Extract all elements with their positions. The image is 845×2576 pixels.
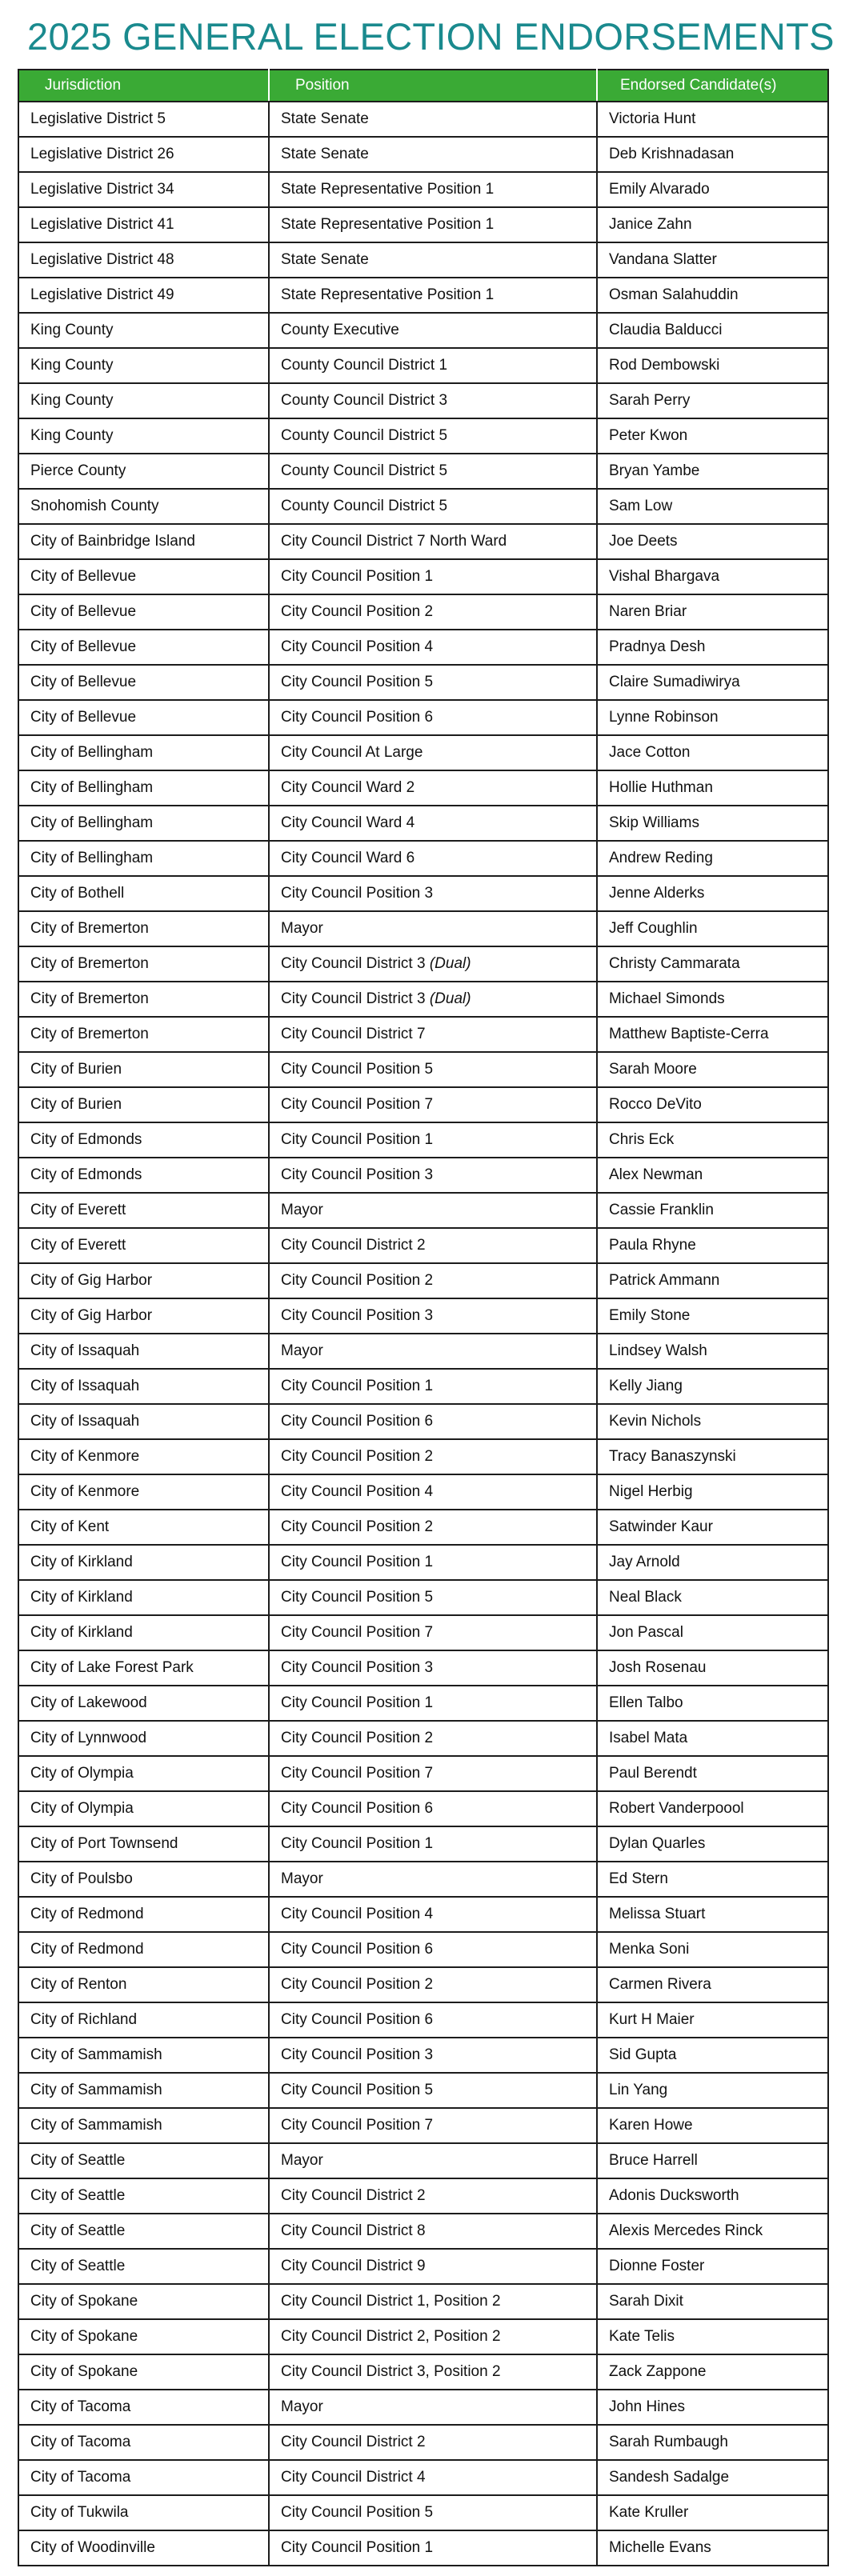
candidate-cell: Joe Deets bbox=[597, 524, 828, 559]
position-cell: City Council District 2, Position 2 bbox=[269, 2319, 597, 2354]
position-cell: County Executive bbox=[269, 313, 597, 348]
position-cell: City Council Position 2 bbox=[269, 1510, 597, 1545]
candidate-cell: Rod Dembowski bbox=[597, 348, 828, 383]
candidate-cell: Pradnya Desh bbox=[597, 630, 828, 665]
candidate-cell: Andrew Reding bbox=[597, 841, 828, 876]
candidate-cell: Jay Arnold bbox=[597, 1545, 828, 1580]
jurisdiction-cell: City of Bellingham bbox=[18, 841, 269, 876]
position-cell: City Council Position 7 bbox=[269, 1087, 597, 1122]
position-cell: City Council Position 2 bbox=[269, 1263, 597, 1298]
jurisdiction-cell: City of Seattle bbox=[18, 2249, 269, 2284]
jurisdiction-cell: City of Gig Harbor bbox=[18, 1298, 269, 1334]
position-cell: City Council District 7 North Ward bbox=[269, 524, 597, 559]
candidate-cell: Dylan Quarles bbox=[597, 1826, 828, 1862]
table-row bbox=[18, 1298, 828, 1334]
jurisdiction-cell: City of Bremerton bbox=[18, 1017, 269, 1052]
header-position: Position bbox=[269, 70, 597, 102]
position-cell: State Representative Position 1 bbox=[269, 172, 597, 207]
position-cell: City Council Position 1 bbox=[269, 1122, 597, 1158]
table-header-row bbox=[18, 70, 828, 102]
position-cell: City Council Position 6 bbox=[269, 700, 597, 735]
jurisdiction-cell: City of Edmonds bbox=[18, 1158, 269, 1193]
table-row bbox=[18, 700, 828, 735]
table-row bbox=[18, 2002, 828, 2038]
jurisdiction-cell: City of Burien bbox=[18, 1087, 269, 1122]
table-row bbox=[18, 876, 828, 911]
position-cell: City Council Position 2 bbox=[269, 594, 597, 630]
table-row bbox=[18, 665, 828, 700]
position-cell: Mayor bbox=[269, 911, 597, 946]
jurisdiction-cell: City of Tukwila bbox=[18, 2495, 269, 2530]
candidate-cell: Peter Kwon bbox=[597, 418, 828, 454]
table-row bbox=[18, 2143, 828, 2178]
position-cell: City Council District 3, Position 2 bbox=[269, 2354, 597, 2390]
position-cell: City Council Position 6 bbox=[269, 1791, 597, 1826]
jurisdiction-cell: City of Bellevue bbox=[18, 559, 269, 594]
position-cell: City Council Position 6 bbox=[269, 2002, 597, 2038]
jurisdiction-cell: City of Kent bbox=[18, 1510, 269, 1545]
jurisdiction-cell: City of Olympia bbox=[18, 1791, 269, 1826]
position-cell: Mayor bbox=[269, 1334, 597, 1369]
candidate-cell: Jon Pascal bbox=[597, 1615, 828, 1650]
table-row bbox=[18, 2495, 828, 2530]
position-cell: City Council Position 5 bbox=[269, 2495, 597, 2530]
position-cell: Mayor bbox=[269, 1193, 597, 1228]
position-cell: City Council Position 3 bbox=[269, 1158, 597, 1193]
jurisdiction-cell: City of Lynnwood bbox=[18, 1721, 269, 1756]
candidate-cell: Melissa Stuart bbox=[597, 1897, 828, 1932]
position-cell: City Council Position 1 bbox=[269, 1545, 597, 1580]
candidate-cell: Bryan Yambe bbox=[597, 454, 828, 489]
jurisdiction-cell: City of Poulsbo bbox=[18, 1862, 269, 1897]
candidate-cell: Hollie Huthman bbox=[597, 770, 828, 806]
jurisdiction-cell: City of Tacoma bbox=[18, 2425, 269, 2460]
jurisdiction-cell: Legislative District 5 bbox=[18, 102, 269, 137]
jurisdiction-cell: Legislative District 34 bbox=[18, 172, 269, 207]
candidate-cell: Janice Zahn bbox=[597, 207, 828, 242]
position-cell: City Council District 9 bbox=[269, 2249, 597, 2284]
jurisdiction-cell: City of Richland bbox=[18, 2002, 269, 2038]
candidate-cell: Neal Black bbox=[597, 1580, 828, 1615]
candidate-cell: Claudia Balducci bbox=[597, 313, 828, 348]
table-row bbox=[18, 383, 828, 418]
table-row bbox=[18, 2284, 828, 2319]
table-row bbox=[18, 1897, 828, 1932]
candidate-cell: Ellen Talbo bbox=[597, 1686, 828, 1721]
table-body bbox=[18, 102, 828, 2566]
table-row bbox=[18, 1756, 828, 1791]
jurisdiction-cell: City of Issaquah bbox=[18, 1334, 269, 1369]
jurisdiction-cell: City of Seattle bbox=[18, 2143, 269, 2178]
jurisdiction-cell: City of Bremerton bbox=[18, 911, 269, 946]
candidate-cell: Vishal Bhargava bbox=[597, 559, 828, 594]
table-row bbox=[18, 489, 828, 524]
table-row bbox=[18, 2214, 828, 2249]
table-row bbox=[18, 1510, 828, 1545]
candidate-cell: Lin Yang bbox=[597, 2073, 828, 2108]
table-row bbox=[18, 559, 828, 594]
table-row bbox=[18, 2530, 828, 2566]
candidate-cell: Alexis Mercedes Rinck bbox=[597, 2214, 828, 2249]
candidate-cell: Matthew Baptiste-Cerra bbox=[597, 1017, 828, 1052]
position-cell: City Council Ward 2 bbox=[269, 770, 597, 806]
candidate-cell: Chris Eck bbox=[597, 1122, 828, 1158]
jurisdiction-cell: City of Spokane bbox=[18, 2284, 269, 2319]
candidate-cell: Lindsey Walsh bbox=[597, 1334, 828, 1369]
position-cell: City Council Position 1 bbox=[269, 559, 597, 594]
candidate-cell: Robert Vanderpoool bbox=[597, 1791, 828, 1826]
candidate-cell: Menka Soni bbox=[597, 1932, 828, 1967]
table-row bbox=[18, 1158, 828, 1193]
jurisdiction-cell: Legislative District 48 bbox=[18, 242, 269, 278]
position-cell: City Council Position 3 bbox=[269, 876, 597, 911]
candidate-cell: Karen Howe bbox=[597, 2108, 828, 2143]
candidate-cell: Michelle Evans bbox=[597, 2530, 828, 2566]
table-row bbox=[18, 1052, 828, 1087]
position-cell: City Council Position 6 bbox=[269, 1404, 597, 1439]
table-row bbox=[18, 806, 828, 841]
position-cell bbox=[269, 982, 597, 1017]
table-row bbox=[18, 1404, 828, 1439]
page-title: 2025 GENERAL ELECTION ENDORSEMENTS bbox=[27, 15, 835, 58]
table-row bbox=[18, 348, 828, 383]
jurisdiction-cell: City of Kenmore bbox=[18, 1474, 269, 1510]
position-cell: City Council Position 7 bbox=[269, 2108, 597, 2143]
jurisdiction-cell: City of Bremerton bbox=[18, 946, 269, 982]
jurisdiction-cell: King County bbox=[18, 348, 269, 383]
header-endorsed-candidates: Endorsed Candidate(s) bbox=[597, 70, 828, 102]
candidate-cell: Satwinder Kaur bbox=[597, 1510, 828, 1545]
candidate-cell: Jace Cotton bbox=[597, 735, 828, 770]
position-cell: City Council District 1, Position 2 bbox=[269, 2284, 597, 2319]
jurisdiction-cell: City of Woodinville bbox=[18, 2530, 269, 2566]
position-cell: City Council Position 3 bbox=[269, 2038, 597, 2073]
position-text: City Council District 3 bbox=[281, 990, 426, 1007]
position-cell: County Council District 5 bbox=[269, 454, 597, 489]
candidate-cell: Deb Krishnadasan bbox=[597, 137, 828, 172]
table-row bbox=[18, 2354, 828, 2390]
table-row bbox=[18, 1686, 828, 1721]
candidate-cell: Kelly Jiang bbox=[597, 1369, 828, 1404]
candidate-cell: Nigel Herbig bbox=[597, 1474, 828, 1510]
jurisdiction-cell: City of Spokane bbox=[18, 2319, 269, 2354]
jurisdiction-cell: City of Burien bbox=[18, 1052, 269, 1087]
candidate-cell: Ed Stern bbox=[597, 1862, 828, 1897]
jurisdiction-cell: City of Kirkland bbox=[18, 1615, 269, 1650]
jurisdiction-cell: City of Bellevue bbox=[18, 594, 269, 630]
jurisdiction-cell: City of Kenmore bbox=[18, 1439, 269, 1474]
position-note: (Dual) bbox=[429, 990, 471, 1007]
table-row bbox=[18, 2108, 828, 2143]
position-cell: City Council District 2 bbox=[269, 1228, 597, 1263]
table-row bbox=[18, 102, 828, 137]
jurisdiction-cell: City of Seattle bbox=[18, 2214, 269, 2249]
candidate-cell: Jenne Alderks bbox=[597, 876, 828, 911]
candidate-cell: Skip Williams bbox=[597, 806, 828, 841]
jurisdiction-cell: City of Edmonds bbox=[18, 1122, 269, 1158]
table-row bbox=[18, 1017, 828, 1052]
position-cell: City Council District 8 bbox=[269, 2214, 597, 2249]
candidate-cell: Sarah Dixit bbox=[597, 2284, 828, 2319]
position-cell: State Senate bbox=[269, 102, 597, 137]
candidate-cell: Kate Kruller bbox=[597, 2495, 828, 2530]
table-row bbox=[18, 1862, 828, 1897]
table-row bbox=[18, 137, 828, 172]
table-row bbox=[18, 524, 828, 559]
jurisdiction-cell: City of Bainbridge Island bbox=[18, 524, 269, 559]
position-cell: City Council Position 2 bbox=[269, 1721, 597, 1756]
position-cell: City Council District 7 bbox=[269, 1017, 597, 1052]
candidate-cell: Sarah Perry bbox=[597, 383, 828, 418]
position-cell: Mayor bbox=[269, 2390, 597, 2425]
candidate-cell: Adonis Ducksworth bbox=[597, 2178, 828, 2214]
jurisdiction-cell: King County bbox=[18, 418, 269, 454]
position-cell: State Representative Position 1 bbox=[269, 278, 597, 313]
jurisdiction-cell: City of Everett bbox=[18, 1193, 269, 1228]
jurisdiction-cell: City of Bellingham bbox=[18, 806, 269, 841]
table-row bbox=[18, 1369, 828, 1404]
candidate-cell: Christy Cammarata bbox=[597, 946, 828, 982]
table-row bbox=[18, 1474, 828, 1510]
jurisdiction-cell: Pierce County bbox=[18, 454, 269, 489]
table-row bbox=[18, 2425, 828, 2460]
candidate-cell: Michael Simonds bbox=[597, 982, 828, 1017]
table-row bbox=[18, 242, 828, 278]
jurisdiction-cell: Legislative District 26 bbox=[18, 137, 269, 172]
jurisdiction-cell: City of Bellingham bbox=[18, 770, 269, 806]
position-cell: City Council Position 3 bbox=[269, 1650, 597, 1686]
table-row bbox=[18, 1615, 828, 1650]
table-row bbox=[18, 2178, 828, 2214]
candidate-cell: Emily Alvarado bbox=[597, 172, 828, 207]
candidate-cell: Sarah Rumbaugh bbox=[597, 2425, 828, 2460]
table-row bbox=[18, 2319, 828, 2354]
position-cell: City Council Ward 4 bbox=[269, 806, 597, 841]
table-row bbox=[18, 946, 828, 982]
position-cell: County Council District 1 bbox=[269, 348, 597, 383]
candidate-cell: Dionne Foster bbox=[597, 2249, 828, 2284]
position-cell: City Council Position 2 bbox=[269, 1967, 597, 2002]
position-cell: City Council Position 7 bbox=[269, 1615, 597, 1650]
table-row bbox=[18, 278, 828, 313]
jurisdiction-cell: City of Bremerton bbox=[18, 982, 269, 1017]
table-row bbox=[18, 1193, 828, 1228]
table-row bbox=[18, 982, 828, 1017]
jurisdiction-cell: City of Sammamish bbox=[18, 2108, 269, 2143]
position-cell: City Council Position 5 bbox=[269, 1052, 597, 1087]
position-cell: City Council Position 4 bbox=[269, 630, 597, 665]
endorsements-table bbox=[18, 69, 829, 2566]
table-row bbox=[18, 594, 828, 630]
jurisdiction-cell: City of Redmond bbox=[18, 1897, 269, 1932]
position-cell: City Council Position 2 bbox=[269, 1439, 597, 1474]
position-cell: City Council District 4 bbox=[269, 2460, 597, 2495]
candidate-cell: Paula Rhyne bbox=[597, 1228, 828, 1263]
table-row bbox=[18, 2038, 828, 2073]
jurisdiction-cell: Legislative District 49 bbox=[18, 278, 269, 313]
position-cell: County Council District 3 bbox=[269, 383, 597, 418]
position-cell: County Council District 5 bbox=[269, 418, 597, 454]
candidate-cell: Vandana Slatter bbox=[597, 242, 828, 278]
jurisdiction-cell: City of Sammamish bbox=[18, 2073, 269, 2108]
table-row bbox=[18, 841, 828, 876]
candidate-cell: Patrick Ammann bbox=[597, 1263, 828, 1298]
table-row bbox=[18, 1580, 828, 1615]
position-text: City Council District 3 bbox=[281, 955, 426, 972]
table-row bbox=[18, 1791, 828, 1826]
position-cell: Mayor bbox=[269, 2143, 597, 2178]
candidate-cell: Paul Berendt bbox=[597, 1756, 828, 1791]
jurisdiction-cell: City of Renton bbox=[18, 1967, 269, 2002]
jurisdiction-cell: City of Gig Harbor bbox=[18, 1263, 269, 1298]
jurisdiction-cell: City of Issaquah bbox=[18, 1404, 269, 1439]
jurisdiction-cell: City of Kirkland bbox=[18, 1545, 269, 1580]
header-jurisdiction: Jurisdiction bbox=[18, 70, 269, 102]
candidate-cell: Zack Zappone bbox=[597, 2354, 828, 2390]
table-row bbox=[18, 911, 828, 946]
table-row bbox=[18, 1650, 828, 1686]
table-row bbox=[18, 313, 828, 348]
position-cell: State Senate bbox=[269, 242, 597, 278]
table-row bbox=[18, 770, 828, 806]
candidate-cell: Osman Salahuddin bbox=[597, 278, 828, 313]
table-row bbox=[18, 207, 828, 242]
candidate-cell: Bruce Harrell bbox=[597, 2143, 828, 2178]
candidate-cell: Claire Sumadiwirya bbox=[597, 665, 828, 700]
jurisdiction-cell: City of Tacoma bbox=[18, 2390, 269, 2425]
candidate-cell: Rocco DeVito bbox=[597, 1087, 828, 1122]
jurisdiction-cell: City of Bellevue bbox=[18, 700, 269, 735]
position-note: (Dual) bbox=[429, 955, 471, 972]
table-row bbox=[18, 735, 828, 770]
table-row bbox=[18, 630, 828, 665]
position-cell: City Council Position 5 bbox=[269, 1580, 597, 1615]
position-cell: City Council Position 1 bbox=[269, 2530, 597, 2566]
position-cell: City Council Position 4 bbox=[269, 1474, 597, 1510]
jurisdiction-cell: City of Lakewood bbox=[18, 1686, 269, 1721]
jurisdiction-cell: Legislative District 41 bbox=[18, 207, 269, 242]
table-row bbox=[18, 1967, 828, 2002]
jurisdiction-cell: City of Bellingham bbox=[18, 735, 269, 770]
position-cell: County Council District 5 bbox=[269, 489, 597, 524]
table-row bbox=[18, 1439, 828, 1474]
table-row bbox=[18, 1545, 828, 1580]
candidate-cell: Tracy Banaszynski bbox=[597, 1439, 828, 1474]
position-cell bbox=[269, 946, 597, 982]
candidate-cell: Emily Stone bbox=[597, 1298, 828, 1334]
candidate-cell: Cassie Franklin bbox=[597, 1193, 828, 1228]
table-row bbox=[18, 1087, 828, 1122]
candidate-cell: Sid Gupta bbox=[597, 2038, 828, 2073]
position-cell: City Council Position 3 bbox=[269, 1298, 597, 1334]
jurisdiction-cell: City of Seattle bbox=[18, 2178, 269, 2214]
position-cell: City Council Position 7 bbox=[269, 1756, 597, 1791]
table-row bbox=[18, 172, 828, 207]
jurisdiction-cell: City of Kirkland bbox=[18, 1580, 269, 1615]
candidate-cell: Victoria Hunt bbox=[597, 102, 828, 137]
jurisdiction-cell: King County bbox=[18, 383, 269, 418]
position-cell: City Council District 2 bbox=[269, 2425, 597, 2460]
candidate-cell: Isabel Mata bbox=[597, 1721, 828, 1756]
jurisdiction-cell: City of Bothell bbox=[18, 876, 269, 911]
candidate-cell: Sandesh Sadalge bbox=[597, 2460, 828, 2495]
jurisdiction-cell: City of Port Townsend bbox=[18, 1826, 269, 1862]
position-cell: City Council Position 5 bbox=[269, 2073, 597, 2108]
table-row bbox=[18, 1122, 828, 1158]
jurisdiction-cell: City of Issaquah bbox=[18, 1369, 269, 1404]
jurisdiction-cell: City of Bellevue bbox=[18, 665, 269, 700]
table-row bbox=[18, 1826, 828, 1862]
table-row bbox=[18, 2073, 828, 2108]
table-row bbox=[18, 454, 828, 489]
position-cell: City Council Position 1 bbox=[269, 1686, 597, 1721]
position-cell: City Council Position 1 bbox=[269, 1369, 597, 1404]
candidate-cell: John Hines bbox=[597, 2390, 828, 2425]
candidate-cell: Kurt H Maier bbox=[597, 2002, 828, 2038]
jurisdiction-cell: Snohomish County bbox=[18, 489, 269, 524]
table-row bbox=[18, 1263, 828, 1298]
position-cell: City Council Position 5 bbox=[269, 665, 597, 700]
jurisdiction-cell: City of Redmond bbox=[18, 1932, 269, 1967]
position-cell: State Representative Position 1 bbox=[269, 207, 597, 242]
table-row bbox=[18, 2460, 828, 2495]
position-cell: City Council District 2 bbox=[269, 2178, 597, 2214]
table-row bbox=[18, 1334, 828, 1369]
candidate-cell: Sam Low bbox=[597, 489, 828, 524]
candidate-cell: Josh Rosenau bbox=[597, 1650, 828, 1686]
candidate-cell: Kevin Nichols bbox=[597, 1404, 828, 1439]
table-row bbox=[18, 1932, 828, 1967]
position-cell: City Council Position 6 bbox=[269, 1932, 597, 1967]
jurisdiction-cell: City of Olympia bbox=[18, 1756, 269, 1791]
jurisdiction-cell: City of Everett bbox=[18, 1228, 269, 1263]
candidate-cell: Lynne Robinson bbox=[597, 700, 828, 735]
jurisdiction-cell: City of Sammamish bbox=[18, 2038, 269, 2073]
position-cell: City Council Position 1 bbox=[269, 1826, 597, 1862]
position-cell: Mayor bbox=[269, 1862, 597, 1897]
jurisdiction-cell: City of Lake Forest Park bbox=[18, 1650, 269, 1686]
candidate-cell: Sarah Moore bbox=[597, 1052, 828, 1087]
table-row bbox=[18, 1721, 828, 1756]
table-row bbox=[18, 1228, 828, 1263]
jurisdiction-cell: City of Bellevue bbox=[18, 630, 269, 665]
jurisdiction-cell: King County bbox=[18, 313, 269, 348]
table-row bbox=[18, 2390, 828, 2425]
position-cell: City Council At Large bbox=[269, 735, 597, 770]
position-cell: State Senate bbox=[269, 137, 597, 172]
position-cell: City Council Ward 6 bbox=[269, 841, 597, 876]
candidate-cell: Naren Briar bbox=[597, 594, 828, 630]
candidate-cell: Kate Telis bbox=[597, 2319, 828, 2354]
candidate-cell: Jeff Coughlin bbox=[597, 911, 828, 946]
table-row bbox=[18, 2249, 828, 2284]
table-row bbox=[18, 418, 828, 454]
candidate-cell: Carmen Rivera bbox=[597, 1967, 828, 2002]
position-cell: City Council Position 4 bbox=[269, 1897, 597, 1932]
jurisdiction-cell: City of Spokane bbox=[18, 2354, 269, 2390]
candidate-cell: Alex Newman bbox=[597, 1158, 828, 1193]
jurisdiction-cell: City of Tacoma bbox=[18, 2460, 269, 2495]
